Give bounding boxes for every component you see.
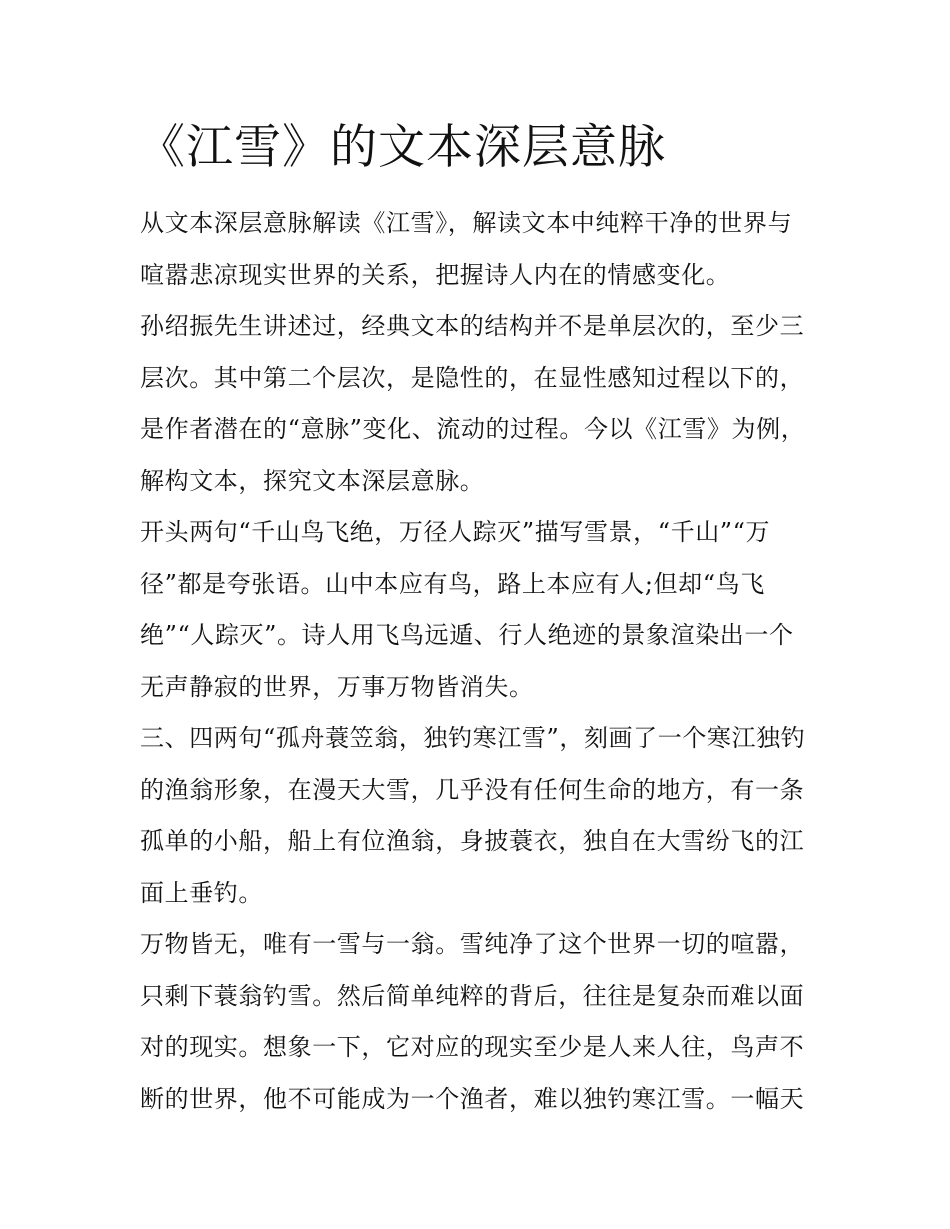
text-line: 解构文本，探究文本深层意脉。 <box>140 466 485 495</box>
text-line: 开头两句“千山鸟飞绝，万径人踪灭”描写雪景，“千山”“万 <box>140 518 771 546</box>
text-line: 万物皆无，唯有一雪与一翁。雪纯净了这个世界一切的喧嚣， <box>140 930 805 958</box>
text-line: 面上垂钓。 <box>140 878 263 907</box>
document-title: 《江雪》的文本深层意脉 <box>138 120 666 175</box>
text-line: 从文本深层意脉解读《江雪》，解读文本中纯粹干净的世界与 <box>140 209 793 237</box>
text-line: 对的现实。想象一下，它对应的现实至少是人来人往，鸟声不 <box>140 1033 805 1061</box>
text-line: 无声静寂的世界，万事万物皆消失。 <box>140 672 534 701</box>
text-line: 喧嚣悲凉现实世界的关系，把握诗人内在的情感变化。 <box>140 260 731 289</box>
document-body <box>140 198 820 1125</box>
text-line: 三、四两句“孤舟蓑笠翁，独钓寒江雪”，刻画了一个寒江独钓 <box>140 724 806 752</box>
text-line: 孤单的小船，船上有位渔翁，身披蓑衣，独自在大雪纷飞的江 <box>140 827 805 855</box>
text-line: 径”都是夸张语。山中本应有鸟，路上本应有人;但却“鸟飞 <box>140 569 765 598</box>
text-line: 断的世界，他不可能成为一个渔者，难以独钓寒江雪。一幅天 <box>140 1084 805 1113</box>
text-line: 孙绍振先生讲述过，经典文本的结构并不是单层次的，至少三 <box>140 312 805 340</box>
text-line: 的渔翁形象，在漫天大雪，几乎没有任何生命的地方，有一条 <box>140 775 805 804</box>
text-line: 是作者潜在的“意脉”变化、流动的过程。今以《江雪》为例， <box>140 415 806 443</box>
text-line: 绝”“人踪灭”。诗人用飞鸟远遁、行人绝迹的景象渲染出一个 <box>140 621 794 649</box>
text-line: 只剩下蓑翁钓雪。然后简单纯粹的背后，往往是复杂而难以面 <box>140 981 805 1010</box>
text-line: 层次。其中第二个层次，是隐性的，在显性感知过程以下的， <box>140 363 805 392</box>
